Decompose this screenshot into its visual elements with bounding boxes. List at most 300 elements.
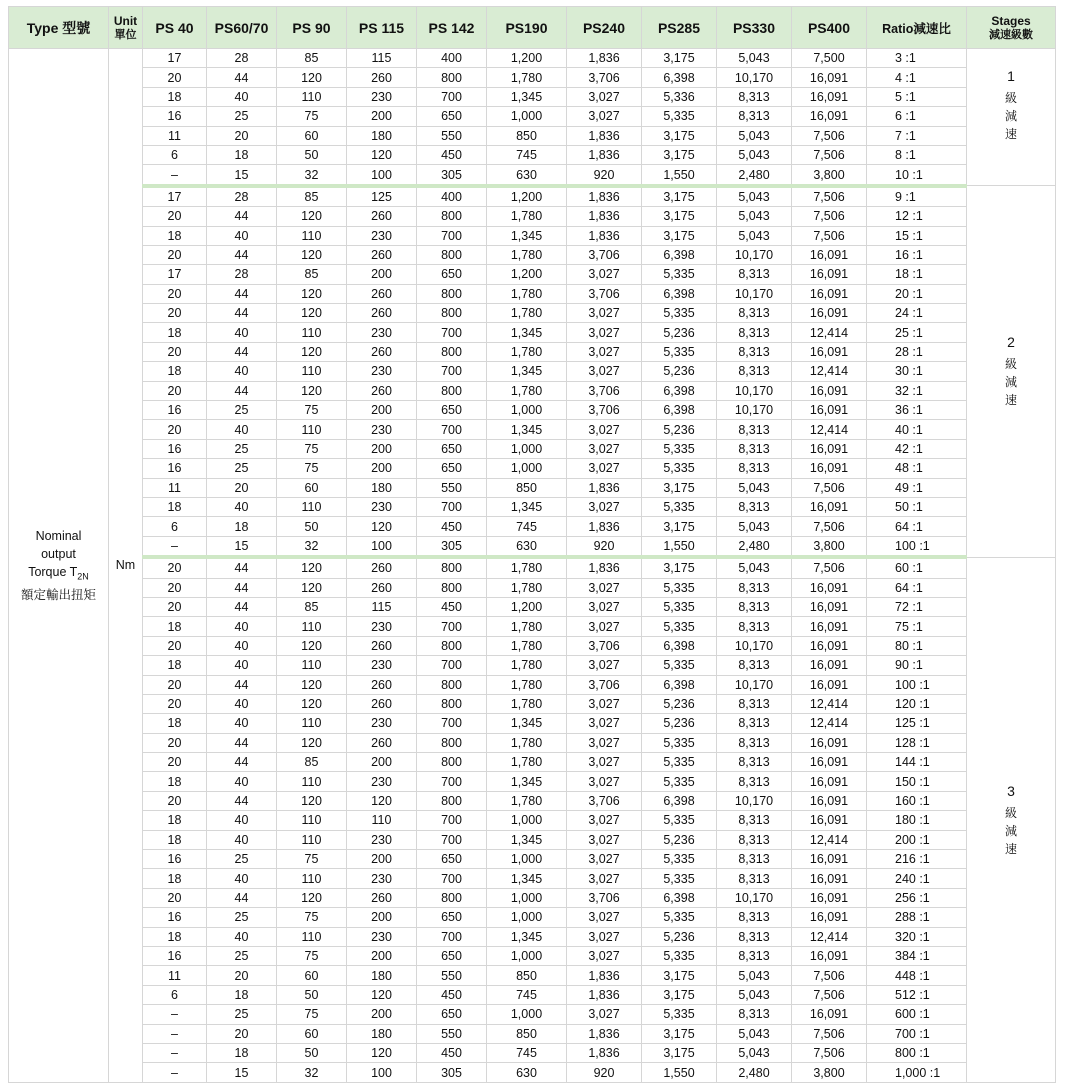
torque-value-cell: 18 bbox=[143, 497, 207, 516]
torque-value-cell: 120 bbox=[277, 284, 347, 303]
unit-header-sub: 單位 bbox=[114, 28, 137, 41]
torque-value-cell: 400 bbox=[417, 186, 487, 207]
torque-value-cell: 40 bbox=[207, 497, 277, 516]
torque-value-cell: 25 bbox=[207, 401, 277, 420]
torque-value-cell: 3,175 bbox=[642, 207, 717, 226]
torque-value-cell: 120 bbox=[277, 304, 347, 323]
torque-value-cell: 16,091 bbox=[792, 869, 867, 888]
torque-value-cell: 920 bbox=[567, 1063, 642, 1082]
torque-value-cell: 1,345 bbox=[487, 772, 567, 791]
ratio-cell: 7 :1 bbox=[867, 126, 967, 145]
torque-value-cell: 8,313 bbox=[717, 656, 792, 675]
ratio-cell: 128 :1 bbox=[867, 733, 967, 752]
torque-value-cell: 8,313 bbox=[717, 869, 792, 888]
torque-value-cell: 120 bbox=[277, 342, 347, 361]
torque-value-cell: 5,335 bbox=[642, 265, 717, 284]
torque-value-cell: 850 bbox=[487, 1024, 567, 1043]
torque-value-cell: 8,313 bbox=[717, 304, 792, 323]
torque-value-cell: 20 bbox=[207, 966, 277, 985]
torque-value-cell: 20 bbox=[143, 888, 207, 907]
table-row bbox=[9, 126, 1056, 145]
torque-value-cell: 5,335 bbox=[642, 597, 717, 616]
torque-value-cell: 3,027 bbox=[567, 617, 642, 636]
torque-value-cell: 8,313 bbox=[717, 578, 792, 597]
torque-value-cell: 745 bbox=[487, 517, 567, 536]
torque-value-cell: 700 bbox=[417, 714, 487, 733]
torque-value-cell: 5,043 bbox=[717, 226, 792, 245]
torque-value-cell: 16,091 bbox=[792, 68, 867, 87]
torque-value-cell: 1,780 bbox=[487, 675, 567, 694]
torque-value-cell: 200 bbox=[347, 1005, 417, 1024]
torque-value-cell: 18 bbox=[143, 226, 207, 245]
table-row bbox=[9, 927, 1056, 946]
torque-value-cell: 1,000 bbox=[487, 459, 567, 478]
stage-cell bbox=[967, 49, 1056, 186]
torque-value-cell: 8,313 bbox=[717, 597, 792, 616]
torque-value-cell: 16,091 bbox=[792, 597, 867, 616]
torque-value-cell: 15 bbox=[207, 1063, 277, 1082]
torque-value-cell: 260 bbox=[347, 578, 417, 597]
torque-value-cell: 3,800 bbox=[792, 536, 867, 557]
torque-value-cell: 8,313 bbox=[717, 439, 792, 458]
ratio-cell: 120 :1 bbox=[867, 694, 967, 713]
ratio-cell: 28 :1 bbox=[867, 342, 967, 361]
torque-value-cell: 3,706 bbox=[567, 381, 642, 400]
torque-value-cell: 120 bbox=[347, 145, 417, 164]
ratio-cell: 180 :1 bbox=[867, 811, 967, 830]
torque-value-cell: 16,091 bbox=[792, 245, 867, 264]
torque-value-cell: 3,175 bbox=[642, 1024, 717, 1043]
torque-value-cell: 450 bbox=[417, 985, 487, 1004]
torque-value-cell: 18 bbox=[207, 145, 277, 164]
torque-value-cell: 5,043 bbox=[717, 478, 792, 497]
torque-value-cell: 10,170 bbox=[717, 284, 792, 303]
torque-value-cell: 20 bbox=[143, 578, 207, 597]
torque-value-cell: 1,780 bbox=[487, 245, 567, 264]
stage-number: 3 bbox=[1007, 782, 1015, 799]
torque-value-cell: 800 bbox=[417, 733, 487, 752]
torque-value-cell: 700 bbox=[417, 362, 487, 381]
torque-value-cell: 120 bbox=[277, 675, 347, 694]
model-header: PS 115 bbox=[347, 7, 417, 49]
torque-value-cell: 120 bbox=[277, 636, 347, 655]
torque-value-cell: 18 bbox=[143, 362, 207, 381]
torque-value-cell: 3,027 bbox=[567, 420, 642, 439]
row-label-line2: output bbox=[41, 547, 76, 562]
torque-value-cell: 60 bbox=[277, 126, 347, 145]
torque-value-cell: 3,706 bbox=[567, 675, 642, 694]
table-row bbox=[9, 675, 1056, 694]
torque-value-cell: 3,027 bbox=[567, 927, 642, 946]
torque-value-cell: 8,313 bbox=[717, 107, 792, 126]
torque-value-cell: 120 bbox=[277, 68, 347, 87]
torque-value-cell: 16 bbox=[143, 908, 207, 927]
torque-value-cell: 1,780 bbox=[487, 304, 567, 323]
torque-value-cell: 230 bbox=[347, 714, 417, 733]
ratio-cell: 72 :1 bbox=[867, 597, 967, 616]
torque-value-cell: 16 bbox=[143, 439, 207, 458]
table-row bbox=[9, 87, 1056, 106]
torque-value-cell: 800 bbox=[417, 284, 487, 303]
torque-value-cell: 16,091 bbox=[792, 578, 867, 597]
torque-value-cell: 5,043 bbox=[717, 557, 792, 578]
torque-value-cell: 110 bbox=[277, 497, 347, 516]
torque-value-cell: 800 bbox=[417, 578, 487, 597]
ratio-cell: 1,000 :1 bbox=[867, 1063, 967, 1082]
torque-value-cell: 85 bbox=[277, 49, 347, 68]
model-header: PS400 bbox=[792, 7, 867, 49]
stage-char: 級 bbox=[1004, 357, 1017, 372]
torque-value-cell: 120 bbox=[277, 207, 347, 226]
torque-value-cell: 1,000 bbox=[487, 908, 567, 927]
torque-value-cell: 10,170 bbox=[717, 68, 792, 87]
torque-value-cell: 260 bbox=[347, 888, 417, 907]
model-header: PS60/70 bbox=[207, 7, 277, 49]
torque-value-cell: 260 bbox=[347, 675, 417, 694]
torque-value-cell: 3,175 bbox=[642, 985, 717, 1004]
unit-header bbox=[109, 7, 143, 49]
torque-value-cell: 44 bbox=[207, 381, 277, 400]
torque-value-cell: 700 bbox=[417, 420, 487, 439]
torque-value-cell: 1,780 bbox=[487, 636, 567, 655]
torque-value-cell: 3,175 bbox=[642, 966, 717, 985]
torque-value-cell: 110 bbox=[277, 830, 347, 849]
torque-value-cell: 6,398 bbox=[642, 791, 717, 810]
ratio-cell: 125 :1 bbox=[867, 714, 967, 733]
model-header: PS 40 bbox=[143, 7, 207, 49]
torque-value-cell: 6,398 bbox=[642, 68, 717, 87]
torque-value-cell: 18 bbox=[143, 617, 207, 636]
ratio-cell: 42 :1 bbox=[867, 439, 967, 458]
torque-value-cell: 8,313 bbox=[717, 497, 792, 516]
torque-value-cell: 1,200 bbox=[487, 49, 567, 68]
torque-value-cell: 40 bbox=[207, 420, 277, 439]
torque-value-cell: 5,043 bbox=[717, 186, 792, 207]
table-row bbox=[9, 381, 1056, 400]
torque-value-cell: 16,091 bbox=[792, 811, 867, 830]
torque-value-cell: 3,027 bbox=[567, 869, 642, 888]
torque-value-cell: 745 bbox=[487, 1043, 567, 1062]
torque-value-cell: 5,043 bbox=[717, 1043, 792, 1062]
torque-value-cell: 800 bbox=[417, 304, 487, 323]
torque-value-cell: 8,313 bbox=[717, 946, 792, 965]
torque-value-cell: 20 bbox=[143, 636, 207, 655]
torque-value-cell: 260 bbox=[347, 284, 417, 303]
torque-value-cell: 40 bbox=[207, 772, 277, 791]
torque-value-cell: 700 bbox=[417, 869, 487, 888]
table-row bbox=[9, 966, 1056, 985]
table-row bbox=[9, 536, 1056, 557]
torque-value-cell: 8,313 bbox=[717, 811, 792, 830]
torque-value-cell: 17 bbox=[143, 265, 207, 284]
table-row bbox=[9, 401, 1056, 420]
torque-value-cell: 120 bbox=[347, 1043, 417, 1062]
torque-value-cell: 230 bbox=[347, 87, 417, 106]
torque-value-cell: 1,836 bbox=[567, 145, 642, 164]
torque-value-cell: 700 bbox=[417, 656, 487, 675]
torque-value-cell: 850 bbox=[487, 478, 567, 497]
torque-value-cell: 10,170 bbox=[717, 381, 792, 400]
torque-value-cell: 20 bbox=[143, 284, 207, 303]
torque-value-cell: 1,836 bbox=[567, 557, 642, 578]
torque-value-cell: 3,027 bbox=[567, 811, 642, 830]
torque-value-cell: 180 bbox=[347, 478, 417, 497]
torque-value-cell: 1,000 bbox=[487, 1005, 567, 1024]
torque-value-cell: 75 bbox=[277, 908, 347, 927]
torque-value-cell: 800 bbox=[417, 791, 487, 810]
ratio-cell: 18 :1 bbox=[867, 265, 967, 284]
ratio-cell: 90 :1 bbox=[867, 656, 967, 675]
ratio-cell: 12 :1 bbox=[867, 207, 967, 226]
torque-value-cell: 650 bbox=[417, 946, 487, 965]
torque-value-cell: 3,027 bbox=[567, 694, 642, 713]
torque-value-cell: 5,335 bbox=[642, 946, 717, 965]
torque-value-cell: 44 bbox=[207, 888, 277, 907]
torque-value-cell: 12,414 bbox=[792, 830, 867, 849]
table-row bbox=[9, 165, 1056, 186]
torque-value-cell: 1,000 bbox=[487, 401, 567, 420]
torque-value-cell: 6,398 bbox=[642, 888, 717, 907]
torque-value-cell: 3,027 bbox=[567, 87, 642, 106]
torque-value-cell: 3,027 bbox=[567, 908, 642, 927]
torque-value-cell: 700 bbox=[417, 87, 487, 106]
torque-value-cell: 1,000 bbox=[487, 811, 567, 830]
ratio-cell: 384 :1 bbox=[867, 946, 967, 965]
torque-value-cell: 700 bbox=[417, 811, 487, 830]
torque-value-cell: 5,335 bbox=[642, 811, 717, 830]
table-row bbox=[9, 68, 1056, 87]
torque-value-cell: 40 bbox=[207, 362, 277, 381]
table-row bbox=[9, 850, 1056, 869]
torque-value-cell: 20 bbox=[143, 694, 207, 713]
torque-value-cell: 18 bbox=[143, 87, 207, 106]
ratio-cell: 75 :1 bbox=[867, 617, 967, 636]
torque-value-cell: 18 bbox=[207, 517, 277, 536]
torque-value-cell: 630 bbox=[487, 536, 567, 557]
torque-value-cell: 1,836 bbox=[567, 186, 642, 207]
torque-value-cell: 260 bbox=[347, 694, 417, 713]
torque-value-cell: – bbox=[143, 165, 207, 186]
ratio-cell: 3 :1 bbox=[867, 49, 967, 68]
stage-cell bbox=[967, 186, 1056, 557]
torque-value-cell: 260 bbox=[347, 342, 417, 361]
torque-value-cell: 230 bbox=[347, 772, 417, 791]
table-row bbox=[9, 1063, 1056, 1082]
stage-char: 減 bbox=[1004, 823, 1017, 838]
torque-value-cell: 920 bbox=[567, 165, 642, 186]
torque-value-cell: 110 bbox=[277, 617, 347, 636]
torque-value-cell: 1,780 bbox=[487, 578, 567, 597]
ratio-cell: 50 :1 bbox=[867, 497, 967, 516]
torque-value-cell: 16,091 bbox=[792, 265, 867, 284]
torque-value-cell: 16,091 bbox=[792, 946, 867, 965]
torque-value-cell: 5,335 bbox=[642, 304, 717, 323]
torque-value-cell: 230 bbox=[347, 617, 417, 636]
torque-value-cell: 1,345 bbox=[487, 830, 567, 849]
torque-value-cell: 75 bbox=[277, 946, 347, 965]
torque-value-cell: 44 bbox=[207, 597, 277, 616]
torque-value-cell: 20 bbox=[143, 791, 207, 810]
torque-value-cell: 700 bbox=[417, 772, 487, 791]
torque-value-cell: 3,706 bbox=[567, 284, 642, 303]
torque-value-cell: 6,398 bbox=[642, 401, 717, 420]
torque-value-cell: 120 bbox=[277, 694, 347, 713]
torque-value-cell: 650 bbox=[417, 1005, 487, 1024]
ratio-cell: 100 :1 bbox=[867, 536, 967, 557]
torque-value-cell: 20 bbox=[143, 557, 207, 578]
torque-value-cell: 200 bbox=[347, 107, 417, 126]
torque-value-cell: 1,550 bbox=[642, 536, 717, 557]
torque-value-cell: 3,800 bbox=[792, 1063, 867, 1082]
torque-value-cell: 100 bbox=[347, 1063, 417, 1082]
torque-value-cell: 16,091 bbox=[792, 1005, 867, 1024]
torque-value-cell: 120 bbox=[347, 791, 417, 810]
torque-value-cell: 32 bbox=[277, 536, 347, 557]
torque-value-cell: 75 bbox=[277, 107, 347, 126]
torque-value-cell: 18 bbox=[207, 985, 277, 1004]
torque-value-cell: 16,091 bbox=[792, 888, 867, 907]
torque-value-cell: 1,000 bbox=[487, 850, 567, 869]
torque-value-cell: 110 bbox=[277, 869, 347, 888]
torque-value-cell: 18 bbox=[143, 869, 207, 888]
torque-value-cell: 20 bbox=[143, 304, 207, 323]
torque-value-cell: 8,313 bbox=[717, 908, 792, 927]
torque-value-cell: 16,091 bbox=[792, 342, 867, 361]
torque-value-cell: 10,170 bbox=[717, 401, 792, 420]
torque-value-cell: 1,836 bbox=[567, 126, 642, 145]
table-row bbox=[9, 304, 1056, 323]
torque-value-cell: 60 bbox=[277, 1024, 347, 1043]
torque-value-cell: 230 bbox=[347, 656, 417, 675]
torque-value-cell: 550 bbox=[417, 126, 487, 145]
torque-value-cell: 230 bbox=[347, 226, 417, 245]
torque-value-cell: 7,500 bbox=[792, 49, 867, 68]
torque-value-cell: 1,780 bbox=[487, 68, 567, 87]
torque-value-cell: 5,335 bbox=[642, 439, 717, 458]
ratio-cell: 49 :1 bbox=[867, 478, 967, 497]
torque-value-cell: 5,043 bbox=[717, 126, 792, 145]
torque-value-cell: 3,175 bbox=[642, 557, 717, 578]
torque-value-cell: 5,043 bbox=[717, 517, 792, 536]
ratio-cell: 36 :1 bbox=[867, 401, 967, 420]
torque-value-cell: 3,027 bbox=[567, 753, 642, 772]
torque-value-cell: 700 bbox=[417, 226, 487, 245]
stage-number: 2 bbox=[1007, 334, 1015, 351]
torque-value-cell: 44 bbox=[207, 557, 277, 578]
torque-value-cell: 850 bbox=[487, 966, 567, 985]
torque-value-cell: 3,175 bbox=[642, 126, 717, 145]
model-header: PS190 bbox=[487, 7, 567, 49]
torque-value-cell: 1,000 bbox=[487, 946, 567, 965]
torque-value-cell: 3,027 bbox=[567, 362, 642, 381]
torque-value-cell: 18 bbox=[143, 656, 207, 675]
ratio-cell: 288 :1 bbox=[867, 908, 967, 927]
torque-value-cell: 20 bbox=[207, 126, 277, 145]
ratio-cell: 4 :1 bbox=[867, 68, 967, 87]
torque-value-cell: 5,236 bbox=[642, 362, 717, 381]
torque-value-cell: 5,335 bbox=[642, 908, 717, 927]
torque-value-cell: 800 bbox=[417, 694, 487, 713]
torque-value-cell: 180 bbox=[347, 966, 417, 985]
torque-value-cell: 630 bbox=[487, 1063, 567, 1082]
table-row bbox=[9, 811, 1056, 830]
torque-value-cell: 18 bbox=[143, 714, 207, 733]
torque-value-cell: 110 bbox=[277, 927, 347, 946]
torque-value-cell: 3,027 bbox=[567, 850, 642, 869]
table-row bbox=[9, 733, 1056, 752]
torque-value-cell: 1,345 bbox=[487, 869, 567, 888]
torque-value-cell: 800 bbox=[417, 342, 487, 361]
torque-value-cell: 44 bbox=[207, 304, 277, 323]
torque-value-cell: 800 bbox=[417, 888, 487, 907]
torque-value-cell: 1,200 bbox=[487, 265, 567, 284]
torque-value-cell: 3,175 bbox=[642, 478, 717, 497]
torque-value-cell: 7,506 bbox=[792, 1024, 867, 1043]
torque-value-cell: 28 bbox=[207, 265, 277, 284]
table-row bbox=[9, 497, 1056, 516]
torque-value-cell: 16,091 bbox=[792, 381, 867, 400]
table-row bbox=[9, 869, 1056, 888]
torque-value-cell: 230 bbox=[347, 927, 417, 946]
torque-value-cell: 8,313 bbox=[717, 323, 792, 342]
torque-value-cell: 5,043 bbox=[717, 985, 792, 1004]
torque-value-cell: 16,091 bbox=[792, 617, 867, 636]
ratio-cell: 6 :1 bbox=[867, 107, 967, 126]
ratio-cell: 256 :1 bbox=[867, 888, 967, 907]
torque-value-cell: 120 bbox=[277, 791, 347, 810]
ratio-cell: 32 :1 bbox=[867, 381, 967, 400]
torque-value-cell: 16 bbox=[143, 459, 207, 478]
torque-value-cell: 40 bbox=[207, 830, 277, 849]
torque-value-cell: 1,780 bbox=[487, 381, 567, 400]
ratio-cell: 5 :1 bbox=[867, 87, 967, 106]
table-row bbox=[9, 772, 1056, 791]
torque-value-cell: – bbox=[143, 1024, 207, 1043]
torque-value-cell: 110 bbox=[277, 420, 347, 439]
stage-char: 減 bbox=[1004, 375, 1017, 390]
torque-value-cell: 3,027 bbox=[567, 497, 642, 516]
torque-value-cell: 16 bbox=[143, 850, 207, 869]
torque-value-cell: 400 bbox=[417, 49, 487, 68]
table-row bbox=[9, 946, 1056, 965]
torque-value-cell: 75 bbox=[277, 439, 347, 458]
torque-value-cell: 745 bbox=[487, 985, 567, 1004]
torque-value-cell: 3,027 bbox=[567, 107, 642, 126]
ratio-cell: 20 :1 bbox=[867, 284, 967, 303]
torque-value-cell: 110 bbox=[277, 811, 347, 830]
torque-value-cell: 5,236 bbox=[642, 694, 717, 713]
torque-value-cell: 1,345 bbox=[487, 927, 567, 946]
torque-value-cell: 75 bbox=[277, 459, 347, 478]
torque-value-cell: 28 bbox=[207, 186, 277, 207]
torque-value-cell: 40 bbox=[207, 927, 277, 946]
torque-value-cell: 20 bbox=[143, 420, 207, 439]
torque-value-cell: 3,706 bbox=[567, 888, 642, 907]
torque-value-cell: 3,175 bbox=[642, 1043, 717, 1062]
torque-value-cell: 450 bbox=[417, 517, 487, 536]
torque-value-cell: 920 bbox=[567, 536, 642, 557]
torque-value-cell: 5,236 bbox=[642, 323, 717, 342]
torque-value-cell: 230 bbox=[347, 497, 417, 516]
table-row bbox=[9, 265, 1056, 284]
torque-value-cell: 5,335 bbox=[642, 497, 717, 516]
torque-value-cell: 12,414 bbox=[792, 362, 867, 381]
torque-value-cell: 8,313 bbox=[717, 927, 792, 946]
table-row bbox=[9, 145, 1056, 164]
torque-value-cell: 28 bbox=[207, 49, 277, 68]
torque-value-cell: 11 bbox=[143, 126, 207, 145]
torque-value-cell: – bbox=[143, 1005, 207, 1024]
